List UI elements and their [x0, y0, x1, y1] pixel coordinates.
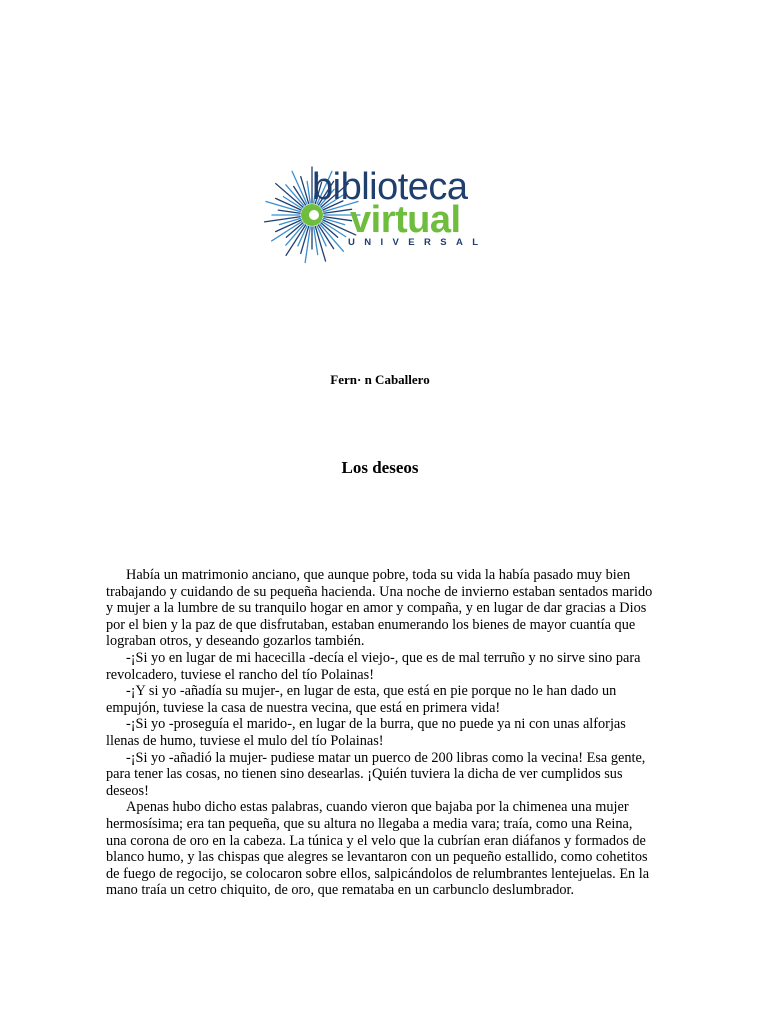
- paragraph: -¡Y si yo -añadía su mujer-, en lugar de esta, que está en pie porque no le han dado un empujón, tuviese la casa de nuestra vecina, que está en primera vida!: [106, 683, 617, 716]
- paragraph: Apenas hubo dicho estas palabras, cuando vieron que bajaba por la chimenea una mujer hermosísima; era tan pequeña, que su altura no llegaba a media vara; traía, como una Reina, una corona de oro en la cabeza. La túnica y el velo que la cubrían eran diáfanos y formados de blanco humo, y las chispas que alegres se levantaron con un pequeño estallido, como cohetitos de fuego de regocijo, se colocaron sobre ellos, salpicándolos de relumbrantes lentejuelas. En la mano traía un cetro chiquito, de oro, que remataba en un carbunclo deslumbrador.: [106, 799, 650, 899]
- logo-word-biblioteca: biblioteca: [312, 166, 468, 208]
- logo-word-universal: UNIVERSAL: [348, 237, 488, 248]
- paragraph: Había un matrimonio anciano, que aunque pobre, toda su vida la había pasado muy bien trabajando y cuidando de su pequeña hacienda. Una noche de invierno estaban sentados marido y mujer a la lumbre de su tranquilo hogar en amor y compaña, y en lugar de dar gracias a Dios por el bien y la paz de que disfrutaban, estaban enumerando los bienes de mayor cuantía que lograban otros, y deseando gozarlos también.: [106, 567, 653, 650]
- story-body: [106, 567, 654, 899]
- biblioteca-virtual-logo: [262, 165, 512, 265]
- author-name: Fern· n Caballero: [330, 372, 430, 387]
- paragraph: -¡Si yo -añadió la mujer- pudiese matar un puerco de 200 libras como la vecina! Esa gente, para tener las cosas, no tienen sino desearlas. ¡Quién tuviera la dicha de ver cumplidos sus deseos!: [106, 749, 646, 799]
- logo-word-virtual: virtual: [350, 199, 461, 241]
- story-title: Los deseos: [341, 458, 419, 477]
- paragraph: -¡Si yo en lugar de mi hacecilla -decía el viejo-, que es de mal terruño y no sirve sino para revolcadero, tuviese el rancho del tío Polainas!: [106, 649, 641, 683]
- paragraph: -¡Si yo -proseguía el marido-, en lugar de la burra, que no puede ya ni con unas alforjas llenas de humo, tuviese el mulo del tío Polainas!: [106, 716, 626, 749]
